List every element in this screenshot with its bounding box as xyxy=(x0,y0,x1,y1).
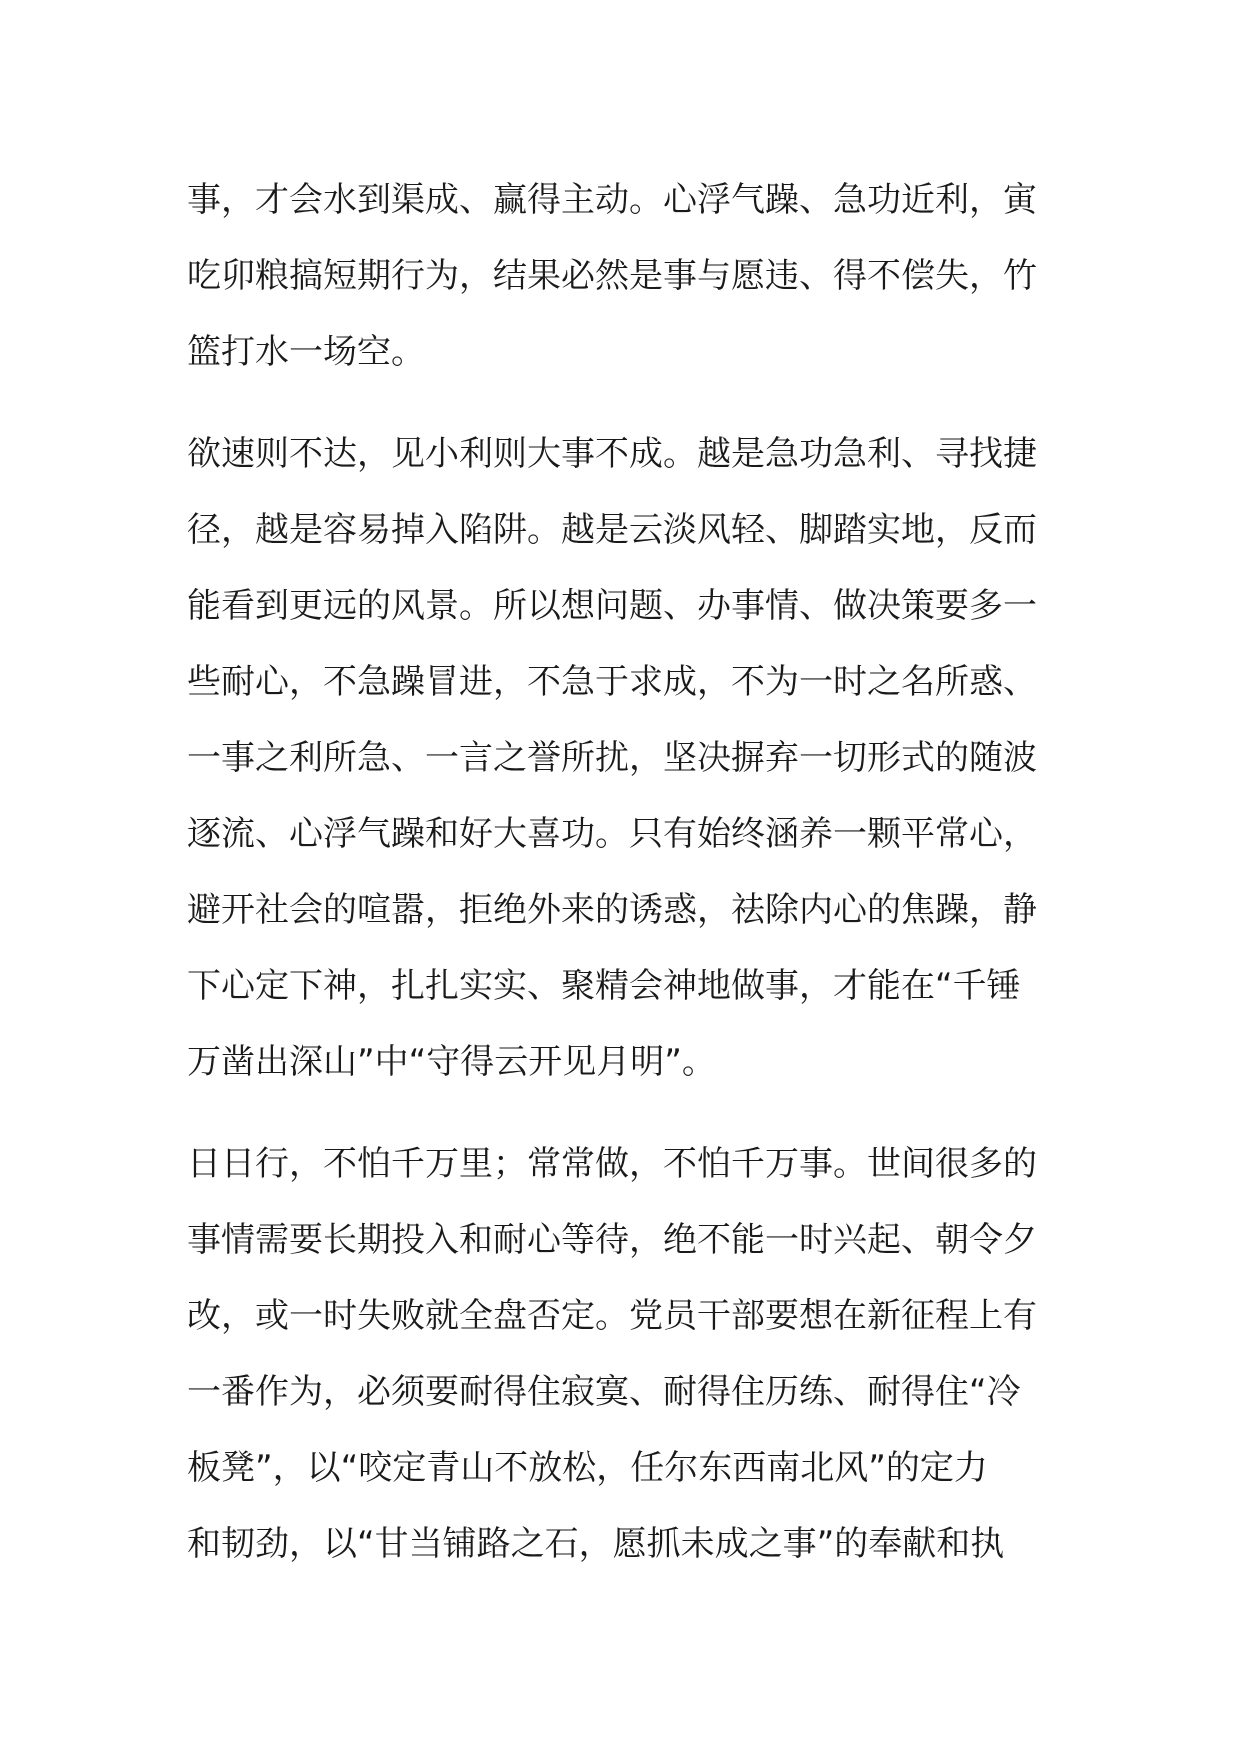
text-line: 欲速则不达，见小利则大事不成。越是急功急利、寻找捷 xyxy=(187,434,1037,474)
text-line: 能看到更远的风景。所以想问题、办事情、做决策要多一 xyxy=(187,586,1037,626)
text-line: 一番作为，必须要耐得住寂寞、耐得住历练、耐得住“冷 xyxy=(187,1372,1021,1412)
text-line: 一事之利所急、一言之誉所扰，坚决摒弃一切形式的随波 xyxy=(187,738,1037,778)
text-line: 和韧劲，以“甘当铺路之石，愿抓未成之事”的奉献和执 xyxy=(187,1524,1005,1564)
text-line: 逐流、心浮气躁和好大喜功。只有始终涵养一颗平常心， xyxy=(187,814,1037,854)
text-line: 径，越是容易掉入陷阱。越是云淡风轻、脚踏实地，反而 xyxy=(187,510,1037,550)
text-line: 板凳”，以“咬定青山不放松，任尔东西南北风”的定力 xyxy=(187,1448,988,1488)
text-line: 改，或一时失败就全盘否定。党员干部要想在新征程上有 xyxy=(187,1296,1037,1336)
text-line: 下心定下神，扎扎实实、聚精会神地做事，才能在“千锤 xyxy=(187,966,1021,1006)
text-line: 事情需要长期投入和耐心等待，绝不能一时兴起、朝令夕 xyxy=(187,1220,1037,1260)
text-line: 万凿出深山”中“守得云开见月明”。 xyxy=(187,1042,716,1082)
paragraph-2 xyxy=(187,416,1057,1100)
paragraph-3 xyxy=(187,1126,1057,1582)
text-line: 篮打水一场空。 xyxy=(187,332,425,372)
document-body xyxy=(187,162,1057,1608)
text-line: 避开社会的喧嚣，拒绝外来的诱惑，祛除内心的焦躁，静 xyxy=(187,890,1037,930)
text-line: 事，才会水到渠成、赢得主动。心浮气躁、急功近利，寅 xyxy=(187,180,1037,220)
paragraph-1 xyxy=(187,162,1057,390)
text-line: 吃卯粮搞短期行为，结果必然是事与愿违、得不偿失，竹 xyxy=(187,256,1037,296)
text-line: 日日行，不怕千万里；常常做，不怕千万事。世间很多的 xyxy=(187,1144,1037,1184)
text-line: 些耐心，不急躁冒进，不急于求成，不为一时之名所惑、 xyxy=(187,662,1037,702)
